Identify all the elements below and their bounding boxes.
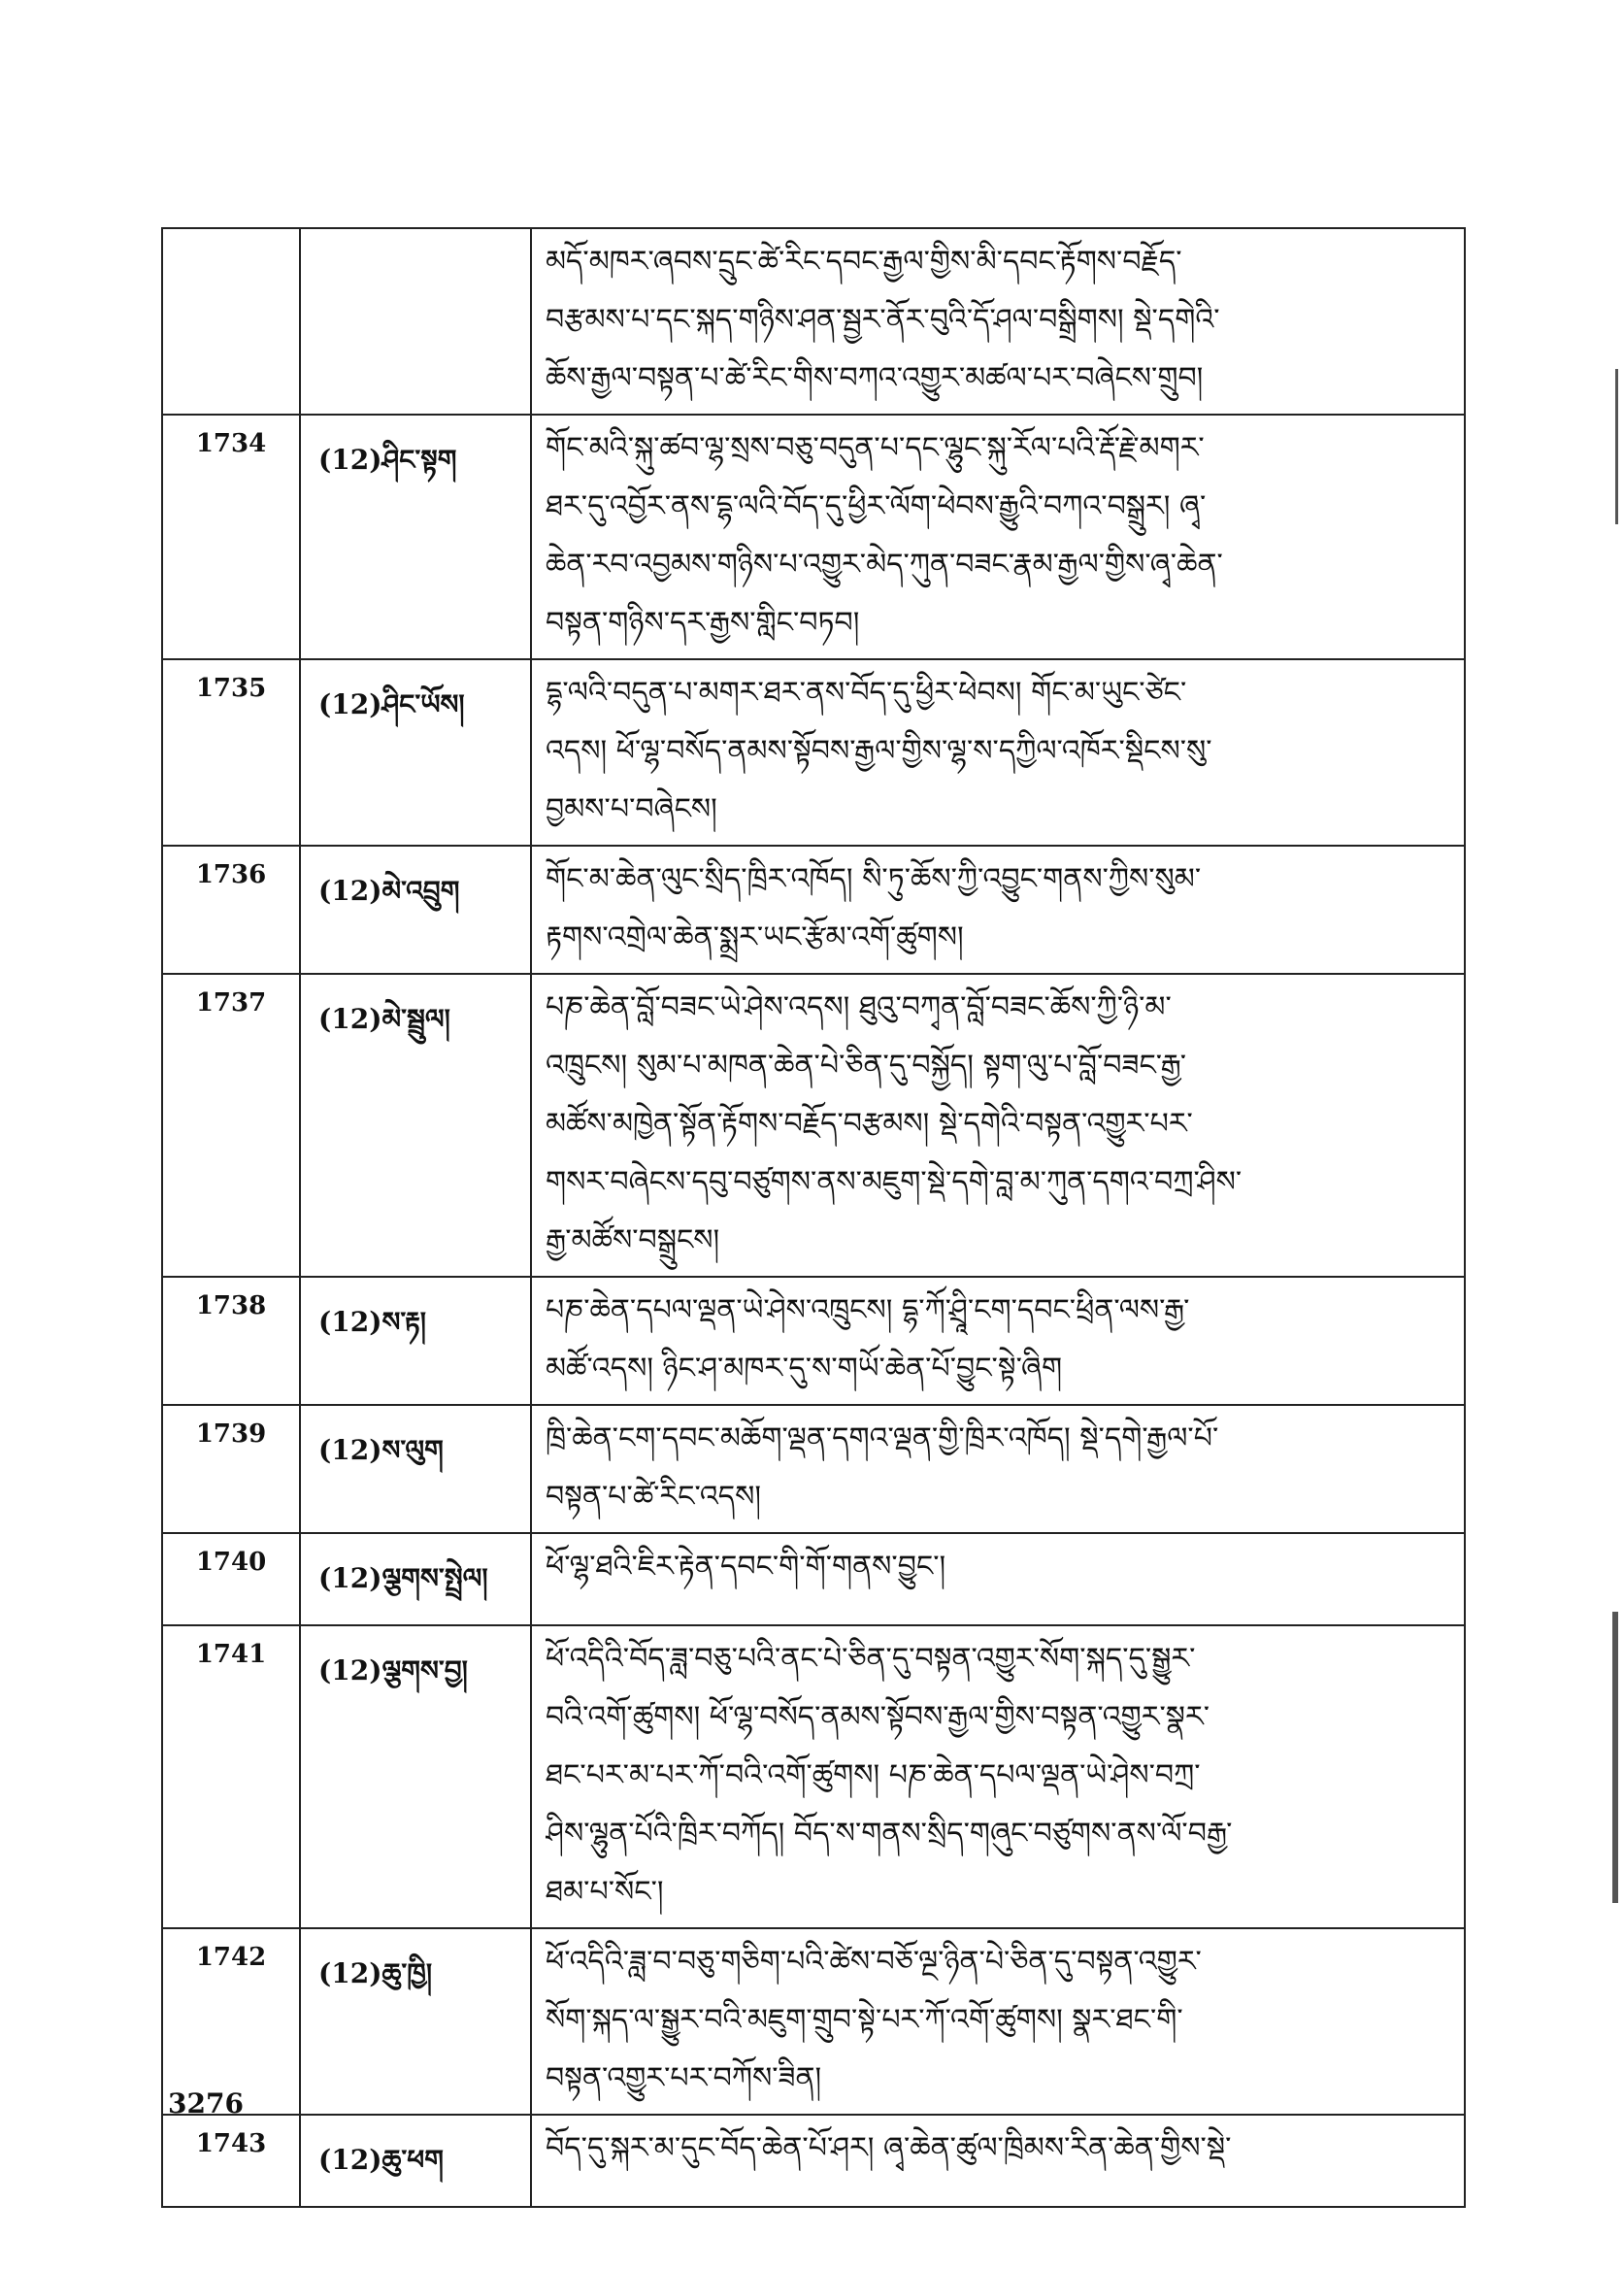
event-description	[531, 846, 1465, 974]
event-line: གསར་བཞེངས་དབུ་བཙུགས་ནས་མཇུག་སྡེ་དགེ་བླ་མ་ཀུན་དགའ་བཀྲ་ཤིས་	[546, 1165, 1243, 1199]
year-number	[162, 228, 300, 415]
event-line: བསྟན་གཉིས་དར་རྒྱས་གླིང་བཏབ།	[546, 606, 860, 640]
event-line: ཕོ་འདིའི་བོད་ཟླ་བཅུ་པའི་ནང་པེ་ཅིན་དུ་བསྟན་འགྱུར་སོག་སྐད་དུ་སྒྱུར་	[546, 1642, 1196, 1676]
table-row	[162, 974, 1465, 1277]
event-description	[531, 1533, 1465, 1625]
year-number: 1736	[162, 846, 300, 974]
year-number: 1742	[162, 1928, 300, 2115]
event-line: བསྟན་འགྱུར་པར་བཀོས་ཟིན།	[546, 2061, 822, 2095]
event-line: ཐམ་པ་སོང་།	[546, 1875, 664, 1909]
event-line: འཁྲུངས། སུམ་པ་མཁན་ཆེན་པེ་ཅིན་དུ་བསྐྱོད། སྟག་ལུ་པ་བློ་བཟང་རྒྱ་	[546, 1049, 1187, 1083]
event-line: བརྩམས་པ་དང་སྐད་གཉིས་ཤན་སྦྱར་ནོར་བུའི་དོ་ཤལ་བསྒྲིགས། སྡེ་དགེའི་	[546, 303, 1220, 337]
event-line: སོག་སྐད་ལ་སྒྱུར་བའི་མཇུག་གྲུབ་སྟེ་པར་ཀོ་འགོ་ཚུགས། སྣར་ཐང་གི་	[546, 2003, 1183, 2037]
year-name: (12)ས་རྟ།	[300, 1277, 531, 1405]
year-number: 1741	[162, 1625, 300, 1928]
event-line: པཎ་ཆེན་དཔལ་ལྡན་ཡེ་ཤེས་འཁྲུངས། དྷ་ཀོ་ཤྲཱི་ངག་དབང་ཕྲིན་ལས་རྒྱ་	[546, 1293, 1190, 1327]
table-row	[162, 846, 1465, 974]
year-number: 1743	[162, 2115, 300, 2207]
table-row	[162, 1928, 1465, 2115]
table-row	[162, 2115, 1465, 2207]
table-row	[162, 659, 1465, 846]
year-name: (12)མེ་འབྲུག	[300, 846, 531, 974]
year-name: (12)ཆུ་ཁྱི།	[300, 1928, 531, 2115]
event-line: རྟགས་འགྲེལ་ཆེན་སྨྲར་ཡང་རྩོམ་འགོ་ཚུགས།	[546, 920, 964, 954]
event-line: ཐར་དུ་འབྱོར་ནས་དྷ་ལའི་བོད་དུ་ཕྱིར་ལོག་ཕེབས་རྒྱུའི་བཀའ་བསྒྲུར། ཞྭ་	[546, 489, 1207, 523]
event-line: ཁྲི་ཆེན་ངག་དབང་མཆོག་ལྡན་དགའ་ལྡན་གྱི་ཁྲིར་འཁོད། སྡེ་དགེ་རྒྱལ་པོ་	[546, 1421, 1219, 1455]
table-row	[162, 228, 1465, 415]
event-line: ཆོས་རྒྱལ་བསྟན་པ་ཚེ་རིང་གིས་བཀའ་འགྱུར་མཚལ་པར་བཞེངས་གྲུབ།	[546, 361, 1204, 395]
event-line: བོད་དུ་སྐར་མ་དུང་བོད་ཆེན་པོ་ཤར། ཞྭ་ཆེན་ཚུལ་ཁྲིམས་རིན་ཆེན་གྱིས་སྡེ་	[546, 2131, 1232, 2165]
event-line: པཎ་ཆེན་བློ་བཟང་ཡེ་ཤེས་འདས། ཐུའུ་བཀྭན་བློ་བཟང་ཆོས་ཀྱི་ཉི་མ་	[546, 990, 1172, 1024]
year-name: (12)ས་ལུག	[300, 1405, 531, 1533]
event-line: བྱམས་པ་བཞེངས།	[546, 792, 717, 826]
event-line: གོང་མའི་སྐུ་ཚབ་ལྷ་སྲས་བཅུ་བདུན་པ་དང་ལྷུང་སྐུ་རོལ་པའི་རྡོ་རྗེ་མགར་	[546, 431, 1205, 465]
year-number: 1737	[162, 974, 300, 1277]
event-description	[531, 415, 1465, 659]
event-description	[531, 659, 1465, 846]
event-description	[531, 1928, 1465, 2115]
year-number: 1740	[162, 1533, 300, 1625]
table-row	[162, 415, 1465, 659]
event-description	[531, 228, 1465, 415]
year-name: (12)ཆུ་ཕག	[300, 2115, 531, 2207]
year-name: (12)མེ་སྦྲུལ།	[300, 974, 531, 1277]
year-name: (12)ཤིང་ཡོས།	[300, 659, 531, 846]
event-line: མཚོས་མཁྱེན་སྟོན་རྟོགས་བརྗོད་བརྩམས། སྡེ་དགེའི་བསྟན་འགྱུར་པར་	[546, 1107, 1193, 1141]
year-name: (12)ལྕགས་སྤྲེལ།	[300, 1533, 531, 1625]
year-name: (12)ལྕགས་བྱ།	[300, 1625, 531, 1928]
event-description	[531, 974, 1465, 1277]
table-row	[162, 1625, 1465, 1928]
event-description	[531, 2115, 1465, 2207]
chronology-table	[161, 227, 1466, 2208]
year-name	[300, 228, 531, 415]
year-number: 1734	[162, 415, 300, 659]
event-line: ཐང་པར་མ་པར་ཀོ་བའི་འགོ་ཚུགས། པཎ་ཆེན་དཔལ་ལྡན་ཡེ་ཤེས་བཀྲ་	[546, 1758, 1201, 1792]
page-number: 3276	[168, 2087, 244, 2120]
event-description	[531, 1625, 1465, 1928]
event-line: ཕོ་ལྷ་ཐའི་ཇིར་རྟེན་དབང་གི་གོ་གནས་བྱུང་།	[546, 1550, 946, 1584]
scan-edge-mark	[1612, 1612, 1618, 1903]
year-number: 1735	[162, 659, 300, 846]
table-row	[162, 1277, 1465, 1405]
event-line: ཤིས་ལྷུན་པོའི་ཁྲིར་བཀོད། བོད་ས་གནས་སྲིད་གཞུང་བཙུགས་ནས་ལོ་བརྒྱ་	[546, 1817, 1233, 1851]
event-description	[531, 1405, 1465, 1533]
event-line: བའི་འགོ་ཚུགས། ཕོ་ལྷ་བསོད་ནམས་སྟོབས་རྒྱལ་གྱིས་བསྟན་འགྱུར་སྣར་	[546, 1700, 1210, 1734]
year-name: (12)ཤིང་སྟག	[300, 415, 531, 659]
event-line: རྒྱ་མཚོས་བསྒྲུངས།	[546, 1223, 720, 1257]
event-line: འདས། ཕོ་ལྷ་བསོད་ནམས་སྟོབས་རྒྱལ་གྱིས་ལྷ་ས་དཀྱིལ་འཁོར་སྡིངས་སུ་	[546, 734, 1212, 768]
year-number: 1738	[162, 1277, 300, 1405]
event-line: ཕོ་འདིའི་ཟླ་བ་བཅུ་གཅིག་པའི་ཚེས་བཅོ་ལྔ་ཉིན་པེ་ཅིན་དུ་བསྟན་འགྱུར་	[546, 1945, 1202, 1979]
scan-edge-mark	[1615, 369, 1618, 524]
event-line: མདོ་མཁར་ཞབས་དྲུང་ཚེ་རིང་དབང་རྒྱལ་གྱིས་མི་དབང་རྟོགས་བརྗོད་	[546, 245, 1182, 279]
event-line: གོང་མ་ཆེན་ལུང་སྲིད་ཁྲིར་འཁོད། སི་ཏུ་ཆོས་ཀྱི་འབྱུང་གནས་ཀྱིས་སུམ་	[546, 862, 1202, 896]
event-line: བསྟན་པ་ཚེ་རིང་འདས།	[546, 1480, 762, 1514]
event-line: མཚོ་འདས། ཉིང་ཤ་མཁར་དུ་ས་གཡོ་ཆེན་པོ་བྱུང་སྟེ་ཞིག	[546, 1352, 1063, 1385]
table-row	[162, 1533, 1465, 1625]
event-line: དྷ་ལའི་བདུན་པ་མགར་ཐར་ནས་བོད་དུ་ཕྱིར་ཕེབས། གོང་མ་ཡུང་ཙེང་	[546, 676, 1187, 710]
event-description	[531, 1277, 1465, 1405]
event-line: ཆེན་རབ་འབྱམས་གཉིས་པ་འགྱུར་མེད་ཀུན་བཟང་རྣམ་རྒྱལ་གྱིས་ཞྭ་ཆེན་	[546, 548, 1223, 582]
table-row	[162, 1405, 1465, 1533]
year-number: 1739	[162, 1405, 300, 1533]
